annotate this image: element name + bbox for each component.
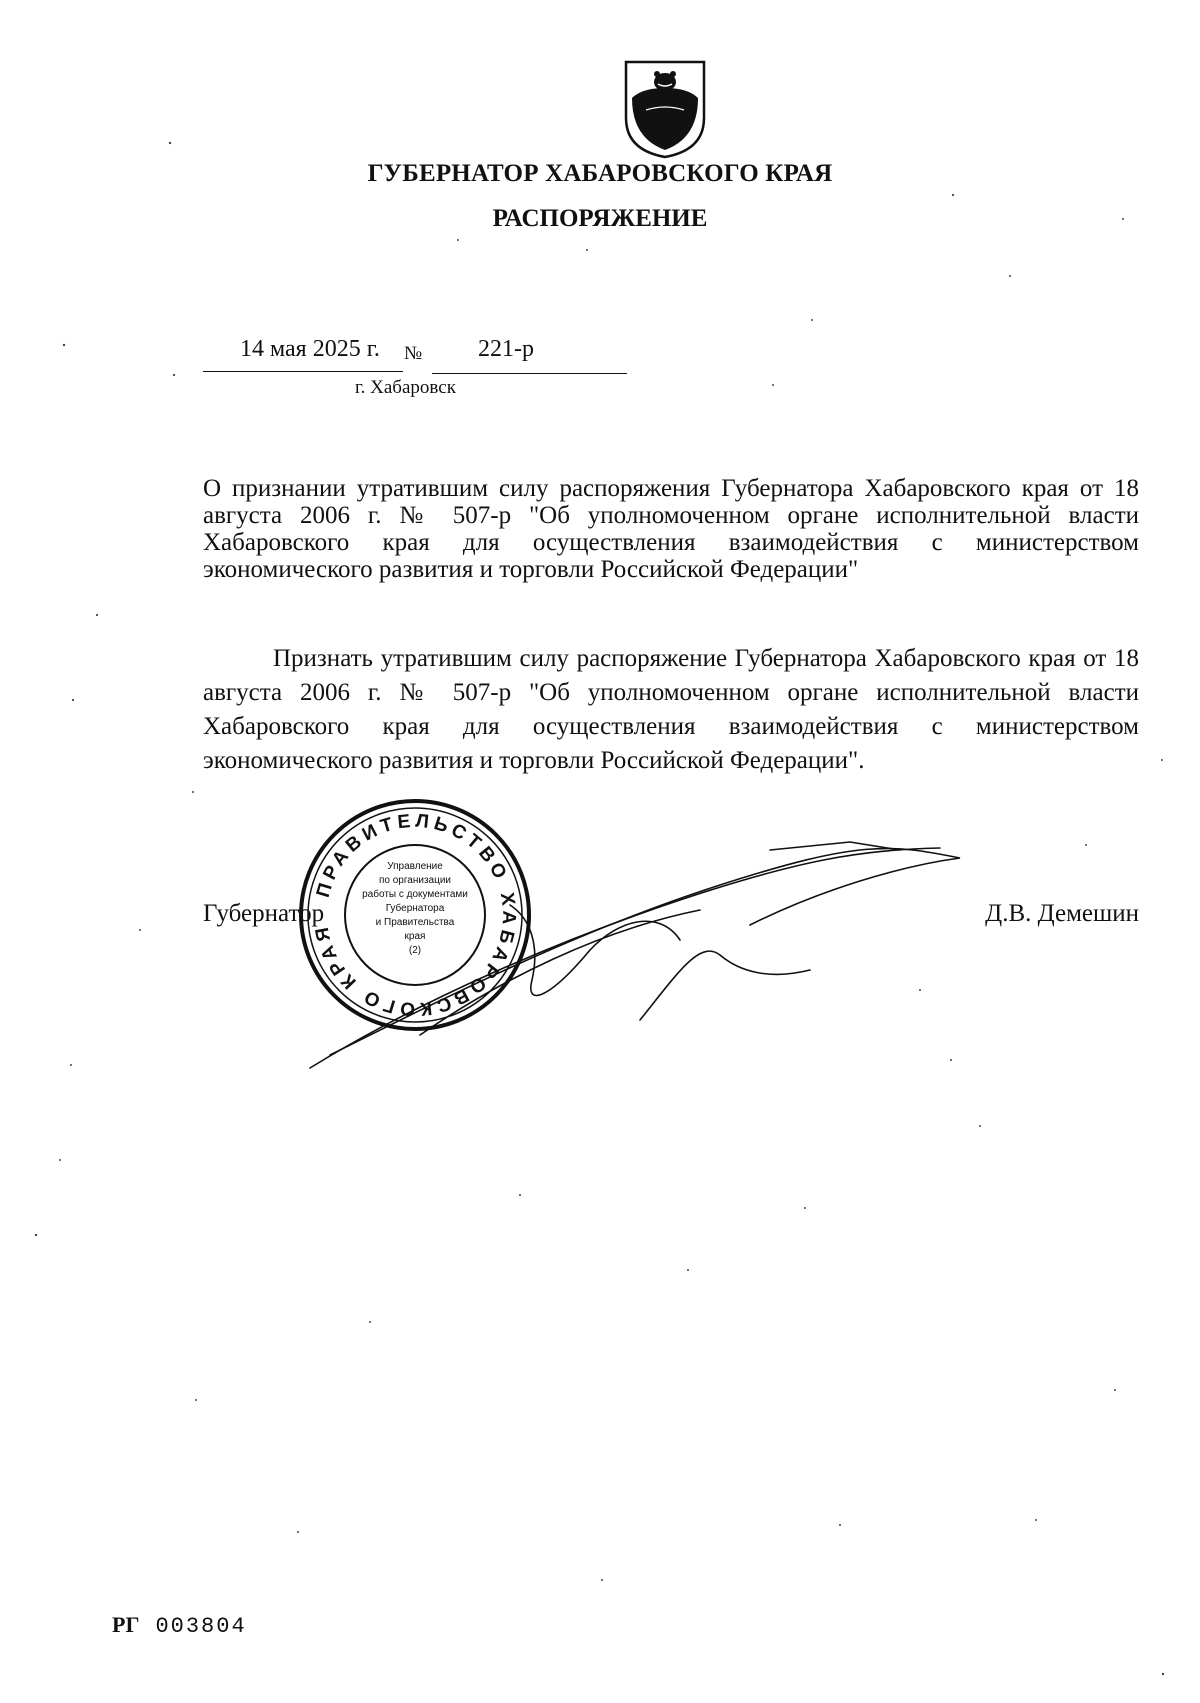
seal-line: Управление — [387, 861, 443, 872]
seal-line: края — [404, 931, 426, 942]
handwritten-signature — [300, 830, 990, 1070]
seal-line: по организации — [378, 875, 452, 886]
form-series: РГ — [112, 1612, 140, 1637]
document-body: Признать утратившим силу распоряжение Губернатора Хабаровского края от 18 августа 2006 г. № 507-р "Об уполномоченном органе исполнительной власти Хабаровского края для осуществления взаимодействия с министерством экономического развития и торговли Российской Федерации". — [203, 645, 1139, 774]
seal-line: и Правительства — [375, 917, 455, 928]
document-place: г. Хабаровск — [355, 377, 456, 398]
authority-title: ГУБЕРНАТОР ХАБАРОВСКОГО КРАЯ — [367, 160, 833, 187]
document-date: 14 мая 2025 г. — [240, 336, 380, 362]
seal-line: Губернатора — [385, 903, 445, 914]
number-sign: № — [404, 343, 423, 364]
document-number: 221-р — [478, 336, 534, 362]
document-subject: О признании утратившим силу распоряжения Губернатора Хабаровского края от 18 августа 2006 г. № 507-р "Об уполномоченном органе исполнительной власти Хабаровского края для осуществления взаимодействия с министерством экономического развития и торговли Российской Федерации" — [203, 475, 1139, 583]
date-underline — [203, 371, 403, 372]
seal-line: (2) — [408, 945, 422, 956]
document-type: РАСПОРЯЖЕНИЕ — [492, 205, 708, 232]
coat-of-arms-icon — [622, 58, 708, 160]
signatory-name: Д.В. Демешин — [985, 900, 1139, 927]
form-number: 003804 — [155, 1614, 247, 1639]
seal-line: работы с документами — [362, 889, 468, 900]
signatory-title: Губернатор — [203, 900, 325, 927]
number-underline — [432, 373, 627, 374]
seal-ring-text: ПРАВИТЕЛЬСТВО ХАБАРОВСКОГО КРАЯ — [311, 810, 520, 1020]
form-serial — [112, 1612, 247, 1639]
